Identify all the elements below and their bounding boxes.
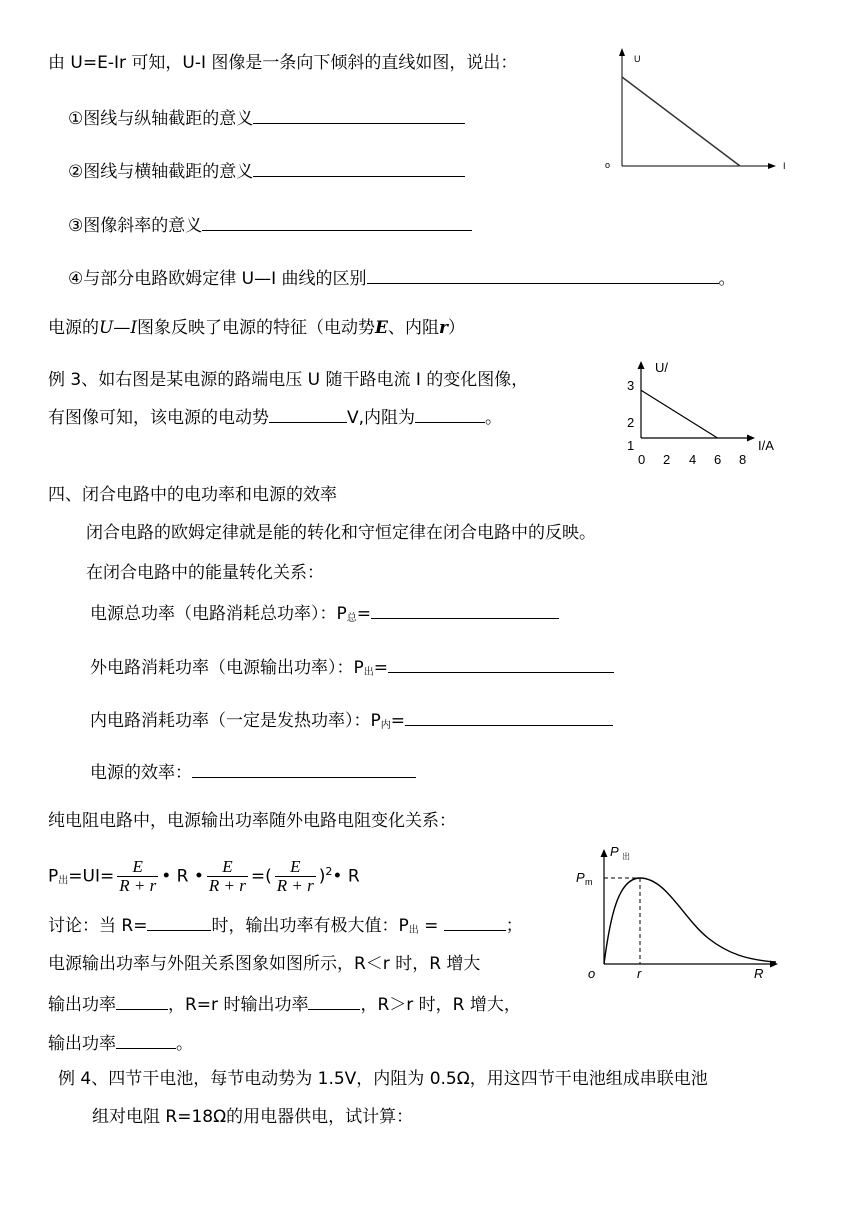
feature-end: ） (447, 318, 465, 338)
answer-blank-4[interactable] (367, 266, 719, 284)
ui-graph-svg (600, 40, 800, 185)
ui-graph-y-arrow (619, 48, 625, 56)
efficiency-line (90, 760, 416, 784)
r-value-blank[interactable] (147, 913, 211, 931)
feature-line (48, 317, 465, 339)
pure-title: 纯电阻电路中，电源输出功率随外电路电阻变化关系： (48, 811, 456, 831)
feature-sep: 、内阻 (388, 318, 440, 338)
total-power-eq: = (356, 604, 372, 624)
power-graph-y-sub: 出 (622, 852, 630, 861)
example3-series-line (641, 390, 718, 438)
formula-close: ) (318, 866, 326, 887)
output-power-blank[interactable] (388, 655, 614, 673)
output-b: 。 (176, 1034, 193, 1054)
fraction-3-den: R + r (276, 876, 314, 896)
trend-blank-2[interactable] (308, 992, 360, 1010)
example3-y-label: U/ (655, 360, 668, 375)
output-power-eq: = (373, 658, 389, 678)
x-tick-6: 6 (714, 452, 722, 467)
example4-line2: 组对电阻 R=18Ω的用电器供电，试计算： (92, 1107, 414, 1127)
fraction-2-num: E (222, 857, 233, 877)
fraction-1-num: E (132, 857, 143, 877)
fraction-2 (207, 858, 248, 895)
power-graph-svg (568, 838, 788, 988)
total-power-label: 电源总功率（电路消耗总功率）：P (90, 604, 347, 624)
total-power-sub: 总 (346, 613, 357, 624)
ui-graph-origin: o (605, 160, 611, 170)
section4-title: 四、闭合电路中的电功率和电源的效率 (48, 485, 337, 505)
trend-a: 输出功率 (48, 995, 116, 1015)
feature-mid: 图象反映了电源的特征（电动势 (137, 318, 376, 338)
question-4 (68, 266, 736, 290)
question-1-text: ①图线与纵轴截距的意义 (68, 109, 254, 129)
total-power-line (90, 601, 559, 630)
example3-text-a: 有图像可知，该电源的电动势 (48, 408, 269, 428)
formula-sub: 出 (58, 875, 69, 887)
section4-p1: 闭合电路的欧姆定律就是能的转化和守恒定律在闭合电路中的反映。 (86, 523, 596, 543)
internal-power-eq: = (390, 711, 406, 731)
power-graph-origin: o (588, 966, 596, 981)
example3-x-arrow (747, 435, 755, 442)
formula-ui: =UI= (68, 866, 115, 887)
answer-blank-1[interactable] (253, 106, 465, 124)
relation-line: 电源输出功率与外阻关系图象如图所示，R＜r 时，R 增大 (48, 954, 481, 974)
internal-power-sub: 内 (380, 720, 391, 731)
example4-line1: 例 4、四节干电池，每节电动势为 1.5V，内阻为 0.5Ω，用这四节干电池组成串联电池 (58, 1069, 708, 1089)
fraction-2-den: R + r (208, 876, 246, 896)
formula-end: • R (332, 866, 360, 887)
question-2-text: ②图线与横轴截距的意义 (68, 162, 254, 182)
y-tick-3: 3 (627, 378, 635, 393)
answer-blank-3[interactable] (202, 213, 472, 231)
emf-blank[interactable] (269, 405, 347, 423)
discussion-c: = (418, 916, 444, 936)
discussion-line (48, 913, 523, 942)
total-power-blank[interactable] (371, 601, 559, 619)
fraction-1-den: R + r (119, 876, 157, 896)
example3-text-b: V,内阻为 (347, 408, 416, 428)
power-formula (48, 851, 360, 896)
question-2 (68, 159, 465, 183)
ui-graph (600, 40, 800, 185)
fraction-3-num: E (290, 857, 301, 877)
fraction-1 (117, 858, 158, 895)
internal-power-blank[interactable] (405, 708, 613, 726)
output-blank[interactable] (116, 1031, 176, 1049)
answer-blank-2[interactable] (253, 159, 465, 177)
y-tick-1: 1 (627, 438, 635, 453)
output-power-sub: 出 (363, 667, 374, 678)
example3-text-c: 。 (485, 408, 503, 428)
section4-p2: 在闭合电路中的能量转化关系： (86, 563, 324, 583)
trend-line (48, 992, 521, 1016)
feature-e: E (375, 318, 389, 338)
trend-b: ，R=r 时输出功率 (168, 995, 309, 1015)
example3-line1: 例 3、如右图是某电源的路端电压 U 随干路电流 I 的变化图像， (48, 370, 529, 390)
power-graph-y-label: P (610, 844, 619, 859)
power-graph (568, 838, 788, 988)
discussion-b: 时，输出功率有极大值：P (211, 916, 409, 936)
question-3-text: ③图像斜率的意义 (68, 216, 203, 236)
formula-square: 2 (325, 865, 333, 878)
internal-power-label: 内电路消耗功率（一定是发热功率）：P (90, 711, 381, 731)
output-power-label: 外电路消耗功率（电源输出功率）：P (90, 658, 364, 678)
internal-power-line (90, 708, 613, 737)
ui-graph-line (622, 77, 740, 166)
efficiency-blank[interactable] (192, 760, 416, 778)
r-label: r (637, 966, 642, 981)
pm-label: P (576, 870, 585, 885)
question-4-suffix: 。 (718, 269, 736, 289)
ui-graph-y-label: U (634, 54, 641, 64)
formula-eq-paren: =( (250, 866, 272, 887)
discussion-a: 讨论：当 R= (48, 916, 148, 936)
trend-blank-1[interactable] (116, 992, 168, 1010)
trend-c: ，R＞r 时，R 增大， (360, 995, 521, 1015)
x-tick-8: 8 (739, 452, 747, 467)
discussion-sub: 出 (408, 925, 419, 936)
feature-prefix: 电源的 (48, 318, 99, 338)
formula-dot-r: • R • (161, 866, 204, 887)
y-tick-2: 2 (627, 415, 635, 430)
x-tick-2: 2 (663, 452, 671, 467)
big-r-label: R (754, 966, 764, 981)
formula-p: P (48, 866, 59, 887)
example3-graph-svg (620, 352, 790, 470)
pm-sub: m (585, 877, 593, 887)
power-curve (604, 878, 776, 964)
output-power-line (90, 655, 614, 684)
feature-ui: U—I (99, 318, 138, 338)
ui-graph-x-label: I (783, 161, 786, 171)
fraction-3 (275, 858, 316, 895)
efficiency-label: 电源的效率： (90, 763, 192, 783)
example3-graph (620, 352, 790, 470)
resistance-blank[interactable] (415, 405, 485, 423)
ui-graph-x-arrow (768, 163, 776, 169)
x-tick-4: 4 (689, 452, 697, 467)
example3-line2 (48, 405, 502, 429)
x-tick-0: 0 (638, 452, 646, 467)
question-3 (68, 213, 472, 237)
question-4-text: ④与部分电路欧姆定律 U—I 曲线的区别 (68, 269, 367, 289)
output-line (48, 1031, 193, 1055)
output-a: 输出功率 (48, 1034, 116, 1054)
power-graph-y-arrow (601, 849, 608, 857)
discussion-d: ； (505, 916, 523, 936)
example3-x-label: I/A (758, 438, 774, 453)
example3-y-arrow (638, 361, 645, 369)
feature-r: r (439, 318, 448, 338)
max-power-blank[interactable] (444, 913, 506, 931)
question-1 (68, 106, 465, 130)
intro-text: 由 U=E-Ir 可知，U-I 图像是一条向下倾斜的直线如图，说出： (48, 53, 518, 73)
